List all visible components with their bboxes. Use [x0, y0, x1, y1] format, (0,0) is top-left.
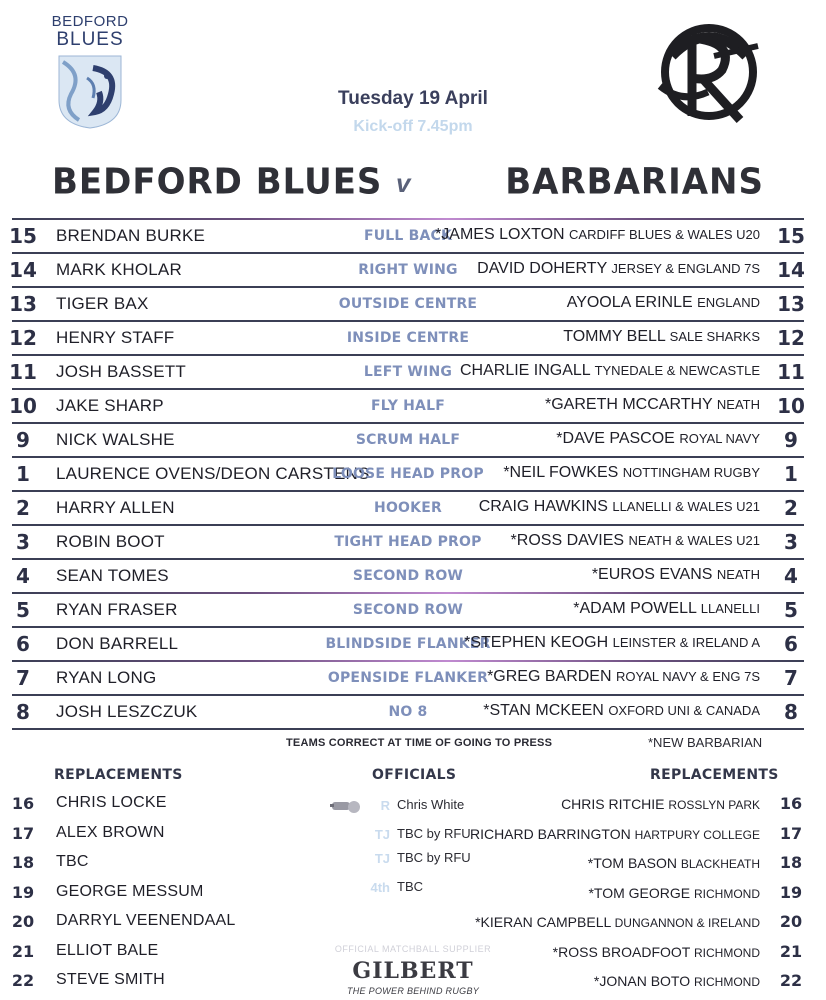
row-divider [12, 694, 804, 696]
official-row [330, 797, 490, 821]
home-replacement: CHRIS LOCKE [56, 794, 167, 811]
position-label: RIGHT WING [358, 262, 458, 278]
away-player: *JAMES LOXTON CARDIFF BLUES & WALES U20 [435, 226, 760, 243]
away-club: SALE SHARKS [669, 329, 760, 344]
away-replacements-heading: REPLACEMENTS [650, 767, 779, 783]
jersey-number: 20 [11, 912, 35, 931]
versus-label: v [396, 168, 411, 198]
row-divider [12, 524, 804, 526]
home-replacement: DARRYL VEENENDAAL [56, 912, 236, 929]
row-divider [12, 558, 804, 560]
jersey-number: 12 [9, 326, 37, 350]
away-player: CRAIG HAWKINS LLANELLI & WALES U21 [478, 498, 760, 515]
jersey-number: 15 [777, 224, 805, 248]
jersey-number: 9 [16, 428, 30, 452]
home-player: LAURENCE OVENS/DEON CARSTENS [56, 464, 370, 483]
away-club: NEATH [716, 397, 760, 412]
away-player: TOMMY BELL SALE SHARKS [563, 328, 760, 345]
sponsor-tag: OFFICIAL MATCHBALL SUPPLIER [334, 944, 492, 954]
away-player: AYOOLA ERINLE ENGLAND [566, 294, 760, 311]
away-team-title: BARBARIANS [505, 161, 764, 203]
jersey-number: 14 [9, 258, 37, 282]
jersey-number: 5 [784, 598, 798, 622]
lineup-row [0, 490, 826, 524]
official-role: TJ [374, 851, 390, 866]
home-player: JAKE SHARP [56, 396, 164, 415]
home-player: RYAN FRASER [56, 600, 178, 619]
official-name: TBC by RFU [397, 826, 471, 841]
home-player: ROBIN BOOT [56, 532, 165, 551]
position-label: HOOKER [374, 500, 442, 516]
jersey-number: 3 [784, 530, 798, 554]
away-player: *ADAM POWELL LLANELLI [573, 600, 760, 617]
jersey-number: 18 [11, 853, 35, 872]
home-player: TIGER BAX [56, 294, 149, 313]
lineup-row [0, 694, 826, 728]
home-player: JOSH BASSETT [56, 362, 186, 381]
home-player: HARRY ALLEN [56, 498, 175, 517]
jersey-number: 9 [784, 428, 798, 452]
lineup-row [0, 320, 826, 354]
jersey-number: 16 [11, 794, 35, 813]
position-label: TIGHT HEAD PROP [334, 534, 482, 550]
jersey-number: 15 [9, 224, 37, 248]
jersey-number: 3 [16, 530, 30, 554]
officials-heading: OFFICIALS [372, 767, 457, 783]
away-player: *ROSS DAVIES NEATH & WALES U21 [510, 532, 760, 549]
teams-correct-note: TEAMS CORRECT AT TIME OF GOING TO PRESS [286, 737, 553, 749]
lineup-row [0, 252, 826, 286]
away-club: RICHMOND [694, 975, 760, 989]
official-row [330, 879, 490, 903]
lineup-row [0, 660, 826, 694]
row-divider [12, 422, 804, 424]
home-player: JOSH LESZCZUK [56, 702, 198, 721]
home-player: DON BARRELL [56, 634, 179, 653]
row-divider [12, 286, 804, 288]
jersey-number: 1 [784, 462, 798, 486]
jersey-number: 2 [16, 496, 30, 520]
away-player: DAVID DOHERTY JERSEY & ENGLAND 7S [477, 260, 760, 277]
away-club: ENGLAND [697, 295, 760, 310]
gilbert-slogan: THE POWER BEHIND RUGBY [346, 986, 480, 996]
lineup-row [0, 354, 826, 388]
lineup-row [0, 626, 826, 660]
jersey-number: 8 [16, 700, 30, 724]
home-replacement: GEORGE MESSUM [56, 883, 204, 900]
jersey-number: 10 [777, 394, 805, 418]
away-player: CHARLIE INGALL TYNEDALE & NEWCASTLE [459, 362, 760, 379]
jersey-number: 4 [16, 564, 30, 588]
away-player: *STAN MCKEEN OXFORD UNI & CANADA [483, 702, 760, 719]
jersey-number: 17 [779, 824, 803, 843]
lineup-row [0, 218, 826, 252]
row-divider [12, 626, 804, 628]
away-club: LEINSTER & IRELAND A [612, 635, 760, 650]
jersey-number: 8 [784, 700, 798, 724]
jersey-number: 4 [784, 564, 798, 588]
away-replacement: *TOM BASON BLACKHEATH [587, 855, 760, 871]
away-player: *NEIL FOWKES NOTTINGHAM RUGBY [503, 464, 760, 481]
jersey-number: 6 [784, 632, 798, 656]
away-replacement: *JONAN BOTO RICHMOND [593, 973, 760, 989]
position-label: LOOSE HEAD PROP [332, 466, 484, 482]
away-club: RICHMOND [694, 887, 760, 901]
official-role: R [380, 798, 390, 813]
home-replacement: TBC [56, 853, 89, 870]
away-replacement: *KIERAN CAMPBELL DUNGANNON & IRELAND [475, 914, 760, 930]
away-club: NEATH [716, 567, 760, 582]
official-row [330, 850, 490, 874]
lineup-row [0, 422, 826, 456]
row-divider [12, 592, 804, 594]
jersey-number: 5 [16, 598, 30, 622]
jersey-number: 11 [9, 360, 37, 384]
away-club: BLACKHEATH [680, 857, 760, 871]
position-label: OUTSIDE CENTRE [338, 296, 478, 312]
away-club: JERSEY & ENGLAND 7S [611, 261, 760, 276]
away-club: ROSSLYN PARK [668, 798, 760, 812]
away-replacement: *ROSS BROADFOOT RICHMOND [552, 944, 760, 960]
bedford-blues-logo [50, 14, 130, 130]
position-label: FLY HALF [371, 398, 445, 414]
away-replacement: CHRIS RITCHIE ROSSLYN PARK [561, 796, 760, 812]
lineup-row [0, 592, 826, 626]
jersey-number: 13 [777, 292, 805, 316]
replacement-row [0, 912, 826, 942]
away-club: CARDIFF BLUES & WALES U20 [569, 227, 760, 242]
home-replacement: STEVE SMITH [56, 971, 165, 988]
away-player: *STEPHEN KEOGH LEINSTER & IRELAND A [464, 634, 760, 651]
position-label: LEFT WING [363, 364, 453, 380]
gilbert-logo: GILBERT [352, 958, 474, 984]
new-barbarian-note: *NEW BARBARIAN [648, 735, 763, 750]
official-name: Chris White [397, 797, 465, 812]
row-divider [12, 354, 804, 356]
away-club: LLANELLI & WALES U21 [612, 499, 760, 514]
brand-line2: BLUES [56, 29, 124, 50]
away-club: HARTPURY COLLEGE [634, 828, 760, 842]
row-divider [12, 456, 804, 458]
away-replacement: RICHARD BARRINGTON HARTPURY COLLEGE [469, 826, 760, 842]
jersey-number: 16 [779, 794, 803, 813]
jersey-number: 6 [16, 632, 30, 656]
lineup-row [0, 286, 826, 320]
away-club: DUNGANNON & IRELAND [614, 916, 760, 930]
official-row [330, 826, 490, 850]
position-label: INSIDE CENTRE [346, 330, 470, 346]
jersey-number: 18 [779, 853, 803, 872]
position-label: FULL BACK [363, 228, 453, 244]
jersey-number: 13 [9, 292, 37, 316]
away-club: LLANELLI [700, 601, 760, 616]
away-club: TYNEDALE & NEWCASTLE [594, 363, 760, 378]
position-label: SCRUM HALF [355, 432, 461, 448]
official-role: 4th [370, 880, 390, 895]
jersey-number: 7 [16, 666, 30, 690]
home-player: SEAN TOMES [56, 566, 169, 585]
away-club: OXFORD UNI & CANADA [608, 703, 760, 718]
jersey-number: 12 [777, 326, 805, 350]
official-name: TBC by RFU [397, 850, 471, 865]
position-label: BLINDSIDE FLANKER [325, 636, 491, 652]
away-club: ROYAL NAVY & ENG 7S [615, 669, 760, 684]
home-replacement: ELLIOT BALE [56, 942, 159, 959]
lineup-bottom-divider [12, 728, 804, 730]
away-player: *EUROS EVANS NEATH [591, 566, 760, 583]
row-divider [12, 252, 804, 254]
home-replacement: ALEX BROWN [56, 824, 165, 841]
away-club: RICHMOND [694, 946, 760, 960]
position-label: NO 8 [388, 704, 428, 720]
row-divider [12, 320, 804, 322]
jersey-number: 10 [9, 394, 37, 418]
away-replacement: *TOM GEORGE RICHMOND [588, 885, 760, 901]
row-divider [12, 490, 804, 492]
lineup-row [0, 558, 826, 592]
brand-line1: BEDFORD [51, 13, 129, 30]
home-replacements-heading: REPLACEMENTS [54, 767, 183, 783]
lineup-row [0, 524, 826, 558]
jersey-number: 19 [11, 883, 35, 902]
jersey-number: 19 [779, 883, 803, 902]
home-player: RYAN LONG [56, 668, 157, 687]
jersey-number: 17 [11, 824, 35, 843]
away-player: *DAVE PASCOE ROYAL NAVY [556, 430, 760, 447]
position-label: SECOND ROW [352, 568, 464, 584]
kickoff-time: Kick-off 7.45pm [353, 118, 473, 135]
jersey-number: 1 [16, 462, 30, 486]
jersey-number: 11 [777, 360, 805, 384]
jersey-number: 2 [784, 496, 798, 520]
jersey-number: 21 [779, 942, 803, 961]
away-club: NEATH & WALES U21 [628, 533, 760, 548]
jersey-number: 14 [777, 258, 805, 282]
row-divider [12, 660, 804, 662]
away-player: *GARETH MCCARTHY NEATH [545, 396, 760, 413]
jersey-number: 22 [779, 971, 803, 990]
lineup-row [0, 456, 826, 490]
barbarians-monogram-icon [652, 16, 766, 128]
position-label: SECOND ROW [352, 602, 464, 618]
jersey-number: 7 [784, 666, 798, 690]
jersey-number: 21 [11, 942, 35, 961]
jersey-number: 20 [779, 912, 803, 931]
away-club: NOTTINGHAM RUGBY [622, 465, 760, 480]
position-label: OPENSIDE FLANKER [327, 670, 489, 686]
home-player: MARK KHOLAR [56, 260, 182, 279]
home-player: BRENDAN BURKE [56, 226, 206, 245]
lineup-row [0, 388, 826, 422]
home-team-title: BEDFORD BLUES [52, 161, 383, 203]
jersey-number: 22 [11, 971, 35, 990]
away-club: ROYAL NAVY [679, 431, 760, 446]
row-divider [12, 388, 804, 390]
match-date: Tuesday 19 April [338, 88, 488, 109]
official-name: TBC [397, 879, 423, 894]
home-player: NICK WALSHE [56, 430, 175, 449]
away-player: *GREG BARDEN ROYAL NAVY & ENG 7S [487, 668, 760, 685]
row-divider [12, 218, 804, 220]
official-role: TJ [374, 827, 390, 842]
home-player: HENRY STAFF [56, 328, 175, 347]
